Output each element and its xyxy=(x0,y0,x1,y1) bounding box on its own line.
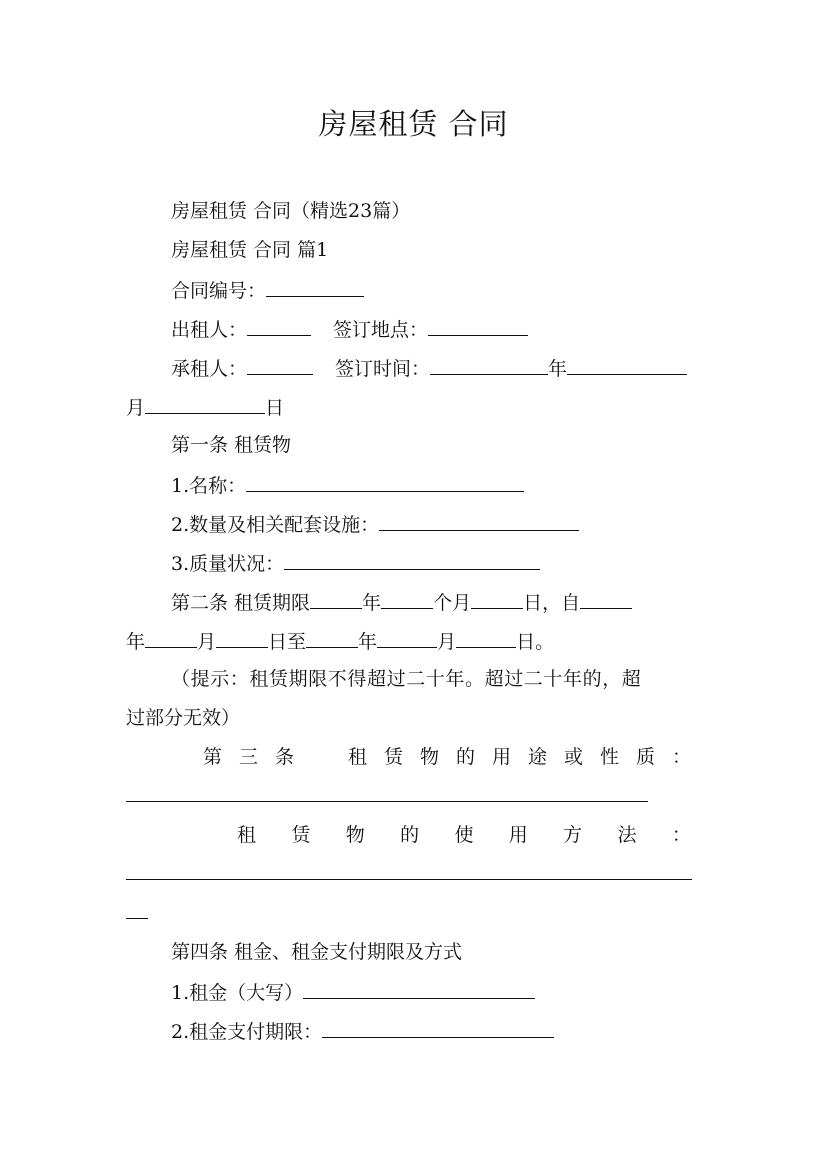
article-3-char: 途 xyxy=(527,746,547,768)
sign-date-continued xyxy=(126,393,284,421)
usage-method-blank[interactable] xyxy=(126,879,692,880)
quality-blank[interactable] xyxy=(284,549,540,570)
article-3-char: 的 xyxy=(455,746,475,768)
rent-term-label: 2.租金支付期限： xyxy=(171,1021,323,1043)
subtitle-part: 房屋租赁 合同 篇1 xyxy=(171,239,329,261)
usage-method-blank-continued[interactable] xyxy=(126,918,148,919)
month-label: 月 xyxy=(126,397,146,419)
contract-number-label: 合同编号： xyxy=(171,280,267,302)
term-days-blank[interactable] xyxy=(471,588,523,609)
article-2-heading: 第二条 租赁期限 xyxy=(171,592,311,614)
sign-place-blank[interactable] xyxy=(428,315,528,336)
usage-method-char: 赁 xyxy=(291,824,311,846)
quality-line xyxy=(171,549,540,577)
sign-year-blank[interactable] xyxy=(430,354,548,375)
usage-method-char: 用 xyxy=(508,824,528,846)
tip-line-1: （提示：租赁期限不得超过二十年。超过二十年的，超 xyxy=(171,668,642,690)
rent-term-blank[interactable] xyxy=(322,1017,554,1038)
article-3-char: 三 xyxy=(239,746,259,768)
term-months-blank[interactable] xyxy=(381,588,433,609)
start-month-blank[interactable] xyxy=(145,627,197,648)
item-name-label: 1.名称： xyxy=(171,475,247,497)
article-3-heading xyxy=(203,744,691,770)
day-label: 日 xyxy=(265,397,285,419)
sign-place-label: 签订地点： xyxy=(333,319,429,341)
rent-line xyxy=(171,978,535,1006)
month-label: 月 xyxy=(197,631,217,653)
sign-time-label: 签订时间： xyxy=(335,358,431,380)
usage-method-char: 物 xyxy=(345,824,365,846)
day-to-label: 日至 xyxy=(268,631,307,653)
lessor-label: 出租人： xyxy=(171,319,248,341)
article-3-char: 用 xyxy=(491,746,511,768)
days-from-label: 日，自 xyxy=(523,592,581,614)
article-3-char: 性 xyxy=(599,746,619,768)
article-3-char: 质 xyxy=(635,746,655,768)
year-label: 年 xyxy=(362,592,382,614)
usage-method-heading xyxy=(237,822,691,848)
term-years-blank[interactable] xyxy=(310,588,362,609)
quantity-line xyxy=(171,510,579,538)
rent-blank[interactable] xyxy=(303,978,535,999)
article-3-char: ： xyxy=(671,746,691,768)
quantity-blank[interactable] xyxy=(379,510,579,531)
lessee-line xyxy=(171,354,687,382)
start-year-blank[interactable] xyxy=(580,588,632,609)
year-label: 年 xyxy=(126,631,146,653)
item-name-blank[interactable] xyxy=(246,471,524,492)
rent-term-line xyxy=(171,1017,554,1045)
article-3-char: 或 xyxy=(563,746,583,768)
months-label: 个月 xyxy=(433,592,472,614)
article-4-heading: 第四条 租金、租金支付期限及方式 xyxy=(171,941,463,963)
contract-number-blank[interactable] xyxy=(266,276,364,297)
article-3-char: 租 xyxy=(347,746,367,768)
usage-blank[interactable] xyxy=(126,801,648,802)
lessor-line xyxy=(171,315,528,343)
usage-method-char: 方 xyxy=(563,824,583,846)
item-name-line xyxy=(171,471,524,499)
article-3-char: 第 xyxy=(203,746,223,768)
article-3-char: 赁 xyxy=(383,746,403,768)
article-1-heading: 第一条 租赁物 xyxy=(171,434,292,456)
article-2-continued xyxy=(126,627,554,655)
end-day-blank[interactable] xyxy=(456,627,516,648)
usage-method-char: 法 xyxy=(617,824,637,846)
rent-label: 1.租金（大写） xyxy=(171,982,304,1004)
quality-label: 3.质量状况： xyxy=(171,553,285,575)
tip-line-2: 过部分无效） xyxy=(126,707,241,729)
quantity-label: 2.数量及相关配套设施： xyxy=(171,514,380,536)
subtitle-selection: 房屋租赁 合同（精选23篇） xyxy=(171,200,411,222)
lessee-label: 承租人： xyxy=(171,358,248,380)
document-title: 房屋租赁 合同 xyxy=(318,107,509,141)
article-3-char: 物 xyxy=(419,746,439,768)
end-month-blank[interactable] xyxy=(377,627,437,648)
day-end-label: 日。 xyxy=(516,631,555,653)
usage-method-char: 租 xyxy=(237,824,257,846)
year-label: 年 xyxy=(358,631,378,653)
usage-method-char: ： xyxy=(671,824,691,846)
usage-method-char: 使 xyxy=(454,824,474,846)
sign-month-blank[interactable] xyxy=(567,354,687,375)
article-3-char: 条 xyxy=(275,746,295,768)
end-year-blank[interactable] xyxy=(306,627,358,648)
usage-method-char: 的 xyxy=(400,824,420,846)
start-day-blank[interactable] xyxy=(216,627,268,648)
sign-day-blank[interactable] xyxy=(145,393,265,414)
lessee-blank[interactable] xyxy=(247,354,313,375)
month-label: 月 xyxy=(437,631,457,653)
contract-number-line xyxy=(171,276,364,304)
article-3-char xyxy=(311,744,331,770)
year-label: 年 xyxy=(548,358,568,380)
article-2-line xyxy=(171,588,632,616)
lessor-blank[interactable] xyxy=(247,315,311,336)
